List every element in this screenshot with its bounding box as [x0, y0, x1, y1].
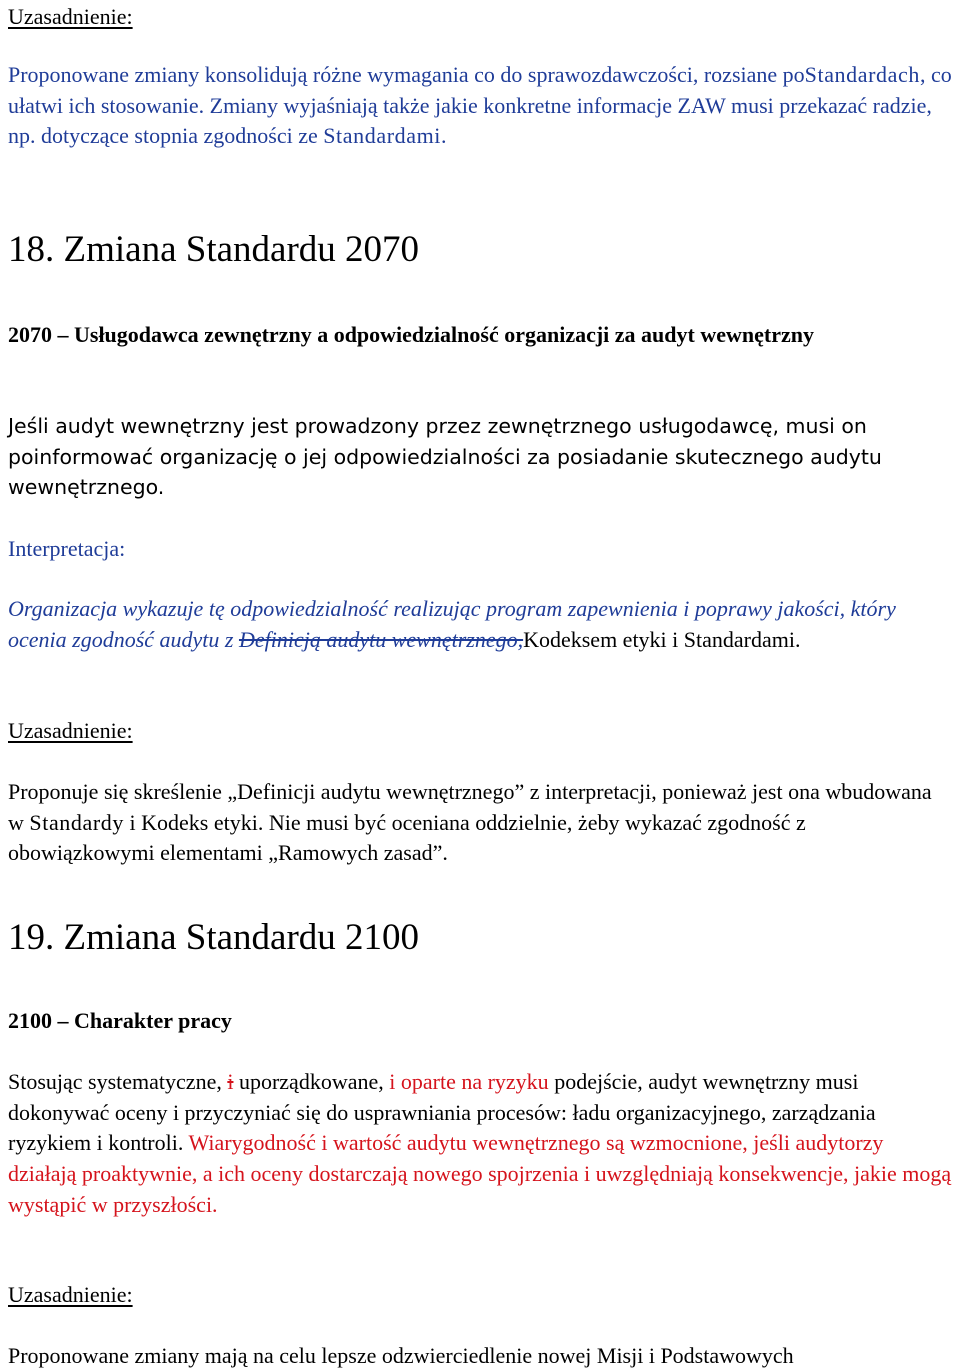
justification-2070-paragraph	[8, 777, 952, 869]
standard-2070-text: Jeśli audyt wewnętrzny jest prowadzony przez zewnętrznego usługodawcę, musi on poinformować organizację o jej odpowiedzialności za posiadanie skutecznego audytu wewnętrznego.	[8, 414, 882, 500]
standard-2100-text-c: podejście, audyt wewnętrzny musi dokonywać oceny i przyczyniać się do usprawniania procesów: ładu organizacyjnego, zarządzania ryzykiem i kontroli.	[8, 1069, 876, 1156]
justification-text-a: Proponowane zmiany konsolidują różne wymagania co do sprawozdawczości, rozsiane po	[8, 62, 805, 87]
standard-2100-inserted-sentence: Wiarygodność i wartość audytu wewnętrznego są wzmocnione, jeśli audytorzy działają proaktywnie, a ich oceny dostarczają nowego spojrzenia i uwzględniają konsekwencje, jakie mogą wystąpić w przyszłości.	[8, 1130, 952, 1217]
standard-2100-paragraph	[8, 1067, 952, 1221]
justification-label: Uzasadnienie:	[8, 4, 133, 29]
justification-2070-label: Uzasadnienie:	[8, 718, 133, 743]
justification-2100-label: Uzasadnienie:	[8, 1282, 133, 1307]
justification-2100-text: Proponowane zmiany mają na celu lepsze odzwierciedlenie nowej Misji i Podstawowych	[8, 1343, 794, 1368]
justification-text-standardach: Standardach	[804, 62, 920, 87]
interpretation-label: Interpretacja:	[8, 536, 126, 561]
standard-2070-title: 2070 – Usługodawca zewnętrzny a odpowiedzialność organizacji za audyt wewnętrzny	[8, 322, 814, 347]
interpretation-text-b: Kodeksem etyki i Standardami.	[523, 626, 801, 652]
justification-2070-text-a: Proponuje się skreślenie „Definicji audytu wewnętrznego” z interpretacji, ponieważ jest ona wbudowana w	[8, 779, 932, 835]
section-19-heading: 19. Zmiana Standardu 2100	[8, 917, 420, 958]
interpretation-text-a: Organizacja wykazuje tę odpowiedzialność realizując program zapewnienia i poprawy jakości, który ocenia zgodność audytu z	[8, 596, 896, 652]
standard-2100-text-a: Stosując systematyczne,	[8, 1069, 228, 1094]
section-18-heading: 18. Zmiana Standardu 2070	[8, 229, 420, 270]
interpretation-struck-text: Definicją audytu wewnętrznego,	[238, 626, 524, 652]
justification-text-b: , co ułatwi ich stosowanie. Zmiany wyjaśniają także jakie konkretne informacje ZAW musi przekazać radzie, np. dotyczące stopnia zgodności ze	[8, 62, 952, 149]
standard-2100-text-b: uporządkowane,	[233, 1069, 390, 1094]
justification-2070-text-b: i Kodeks etyki. Nie musi być oceniana oddzielnie, żeby wykazać zgodność z obowiązkowymi elementami „Ramowych zasad”.	[8, 809, 806, 866]
justification-paragraph	[8, 60, 952, 152]
standard-2100-inserted-risk: i oparte na ryzyku	[389, 1069, 549, 1094]
justification-2070-standardy: Standardy	[29, 809, 124, 835]
justification-text-standardami: Standardami.	[323, 123, 448, 149]
standard-2100-title: 2100 – Charakter pracy	[8, 1008, 232, 1033]
interpretation-paragraph	[8, 594, 958, 655]
standard-2100-struck-i: i	[227, 1069, 234, 1094]
